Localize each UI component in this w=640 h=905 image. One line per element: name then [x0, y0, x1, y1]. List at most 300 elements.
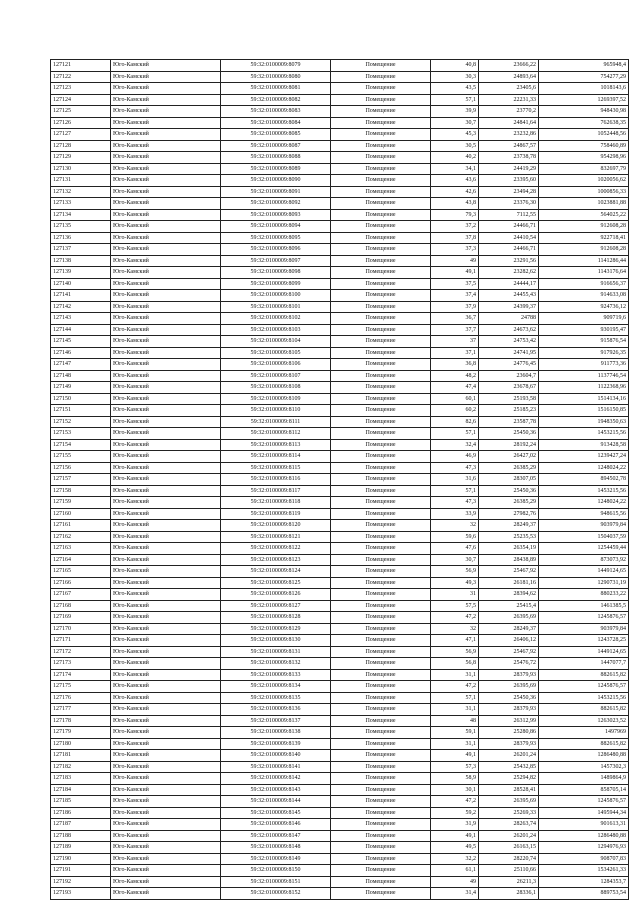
- cadastral-value-cell: 1286480,88: [539, 750, 629, 762]
- unit-value-cell: 24466,71: [479, 244, 539, 256]
- cadastral-value-cell: 564025,22: [539, 209, 629, 221]
- row-number-cell: 127181: [51, 750, 111, 762]
- unit-value-cell: 25467,92: [479, 646, 539, 658]
- district-cell: Юго-Камский: [111, 117, 221, 129]
- cadastral-value-cell: 873073,92: [539, 554, 629, 566]
- district-cell: Юго-Камский: [111, 830, 221, 842]
- area-cell: 37,4: [431, 290, 479, 302]
- table-row: [51, 163, 629, 175]
- table-row: [51, 738, 629, 750]
- unit-value-cell: 25450,36: [479, 485, 539, 497]
- cadastral-number-cell: 59:32:0100009:8092: [221, 198, 331, 210]
- district-cell: Юго-Камский: [111, 784, 221, 796]
- area-cell: 47,2: [431, 681, 479, 693]
- cadastral-value-cell: 1020056,62: [539, 175, 629, 187]
- cadastral-value-cell: 1457302,3: [539, 761, 629, 773]
- cadastral-value-cell: 903979,84: [539, 520, 629, 532]
- table-row: [51, 60, 629, 72]
- district-cell: Юго-Камский: [111, 428, 221, 440]
- unit-value-cell: 24455,43: [479, 290, 539, 302]
- cadastral-value-cell: 1248024,22: [539, 462, 629, 474]
- object-type-cell: Помещение: [331, 290, 431, 302]
- table-row: [51, 290, 629, 302]
- cadastral-number-cell: 59:32:0100009:8113: [221, 439, 331, 451]
- district-cell: Юго-Камский: [111, 612, 221, 624]
- cadastral-number-cell: 59:32:0100009:8081: [221, 83, 331, 95]
- object-type-cell: Помещение: [331, 623, 431, 635]
- table-row: [51, 715, 629, 727]
- table-row: [51, 589, 629, 601]
- area-cell: 47,3: [431, 497, 479, 509]
- area-cell: 49,1: [431, 830, 479, 842]
- object-type-cell: Помещение: [331, 497, 431, 509]
- table-row: [51, 451, 629, 463]
- cadastral-number-cell: 59:32:0100009:8137: [221, 715, 331, 727]
- object-type-cell: Помещение: [331, 60, 431, 72]
- row-number-cell: 127156: [51, 462, 111, 474]
- district-cell: Юго-Камский: [111, 393, 221, 405]
- object-type-cell: Помещение: [331, 750, 431, 762]
- district-cell: Юго-Камский: [111, 658, 221, 670]
- district-cell: Юго-Камский: [111, 727, 221, 739]
- district-cell: Юго-Камский: [111, 175, 221, 187]
- cadastral-value-cell: 832697,79: [539, 163, 629, 175]
- unit-value-cell: 28192,24: [479, 439, 539, 451]
- unit-value-cell: 25269,33: [479, 807, 539, 819]
- area-cell: 47,6: [431, 543, 479, 555]
- area-cell: 37,9: [431, 301, 479, 313]
- object-type-cell: Помещение: [331, 830, 431, 842]
- row-number-cell: 127188: [51, 830, 111, 842]
- cadastral-number-cell: 59:32:0100009:8142: [221, 773, 331, 785]
- cadastral-number-cell: 59:32:0100009:8117: [221, 485, 331, 497]
- area-cell: 30,7: [431, 117, 479, 129]
- unit-value-cell: 28336,1: [479, 888, 539, 900]
- district-cell: Юго-Камский: [111, 761, 221, 773]
- unit-value-cell: 26395,69: [479, 612, 539, 624]
- table-row: [51, 577, 629, 589]
- table-row: [51, 117, 629, 129]
- district-cell: Юго-Камский: [111, 715, 221, 727]
- cadastral-number-cell: 59:32:0100009:8147: [221, 830, 331, 842]
- row-number-cell: 127127: [51, 129, 111, 141]
- row-number-cell: 127121: [51, 60, 111, 72]
- cadastral-number-cell: 59:32:0100009:8127: [221, 600, 331, 612]
- table-row: [51, 865, 629, 877]
- district-cell: Юго-Камский: [111, 278, 221, 290]
- unit-value-cell: 25432,85: [479, 761, 539, 773]
- cadastral-number-cell: 59:32:0100009:8136: [221, 704, 331, 716]
- district-cell: Юго-Камский: [111, 462, 221, 474]
- district-cell: Юго-Камский: [111, 635, 221, 647]
- cadastral-number-cell: 59:32:0100009:8150: [221, 865, 331, 877]
- unit-value-cell: 26201,24: [479, 830, 539, 842]
- district-cell: Юго-Камский: [111, 152, 221, 164]
- unit-value-cell: 26211,3: [479, 876, 539, 888]
- table-row: [51, 669, 629, 681]
- property-registry-table: [50, 59, 629, 900]
- cadastral-number-cell: 59:32:0100009:8103: [221, 324, 331, 336]
- cadastral-number-cell: 59:32:0100009:8100: [221, 290, 331, 302]
- cadastral-value-cell: 889753,54: [539, 888, 629, 900]
- area-cell: 60,1: [431, 393, 479, 405]
- cadastral-number-cell: 59:32:0100009:8120: [221, 520, 331, 532]
- row-number-cell: 127126: [51, 117, 111, 129]
- area-cell: 48,2: [431, 370, 479, 382]
- object-type-cell: Помещение: [331, 681, 431, 693]
- row-number-cell: 127133: [51, 198, 111, 210]
- area-cell: 33,9: [431, 508, 479, 520]
- cadastral-number-cell: 59:32:0100009:8138: [221, 727, 331, 739]
- row-number-cell: 127178: [51, 715, 111, 727]
- area-cell: 43,5: [431, 83, 479, 95]
- cadastral-number-cell: 59:32:0100009:8080: [221, 71, 331, 83]
- area-cell: 32,4: [431, 439, 479, 451]
- cadastral-value-cell: 1248024,22: [539, 497, 629, 509]
- row-number-cell: 127125: [51, 106, 111, 118]
- unit-value-cell: 26427,02: [479, 451, 539, 463]
- row-number-cell: 127144: [51, 324, 111, 336]
- district-cell: Юго-Камский: [111, 140, 221, 152]
- object-type-cell: Помещение: [331, 198, 431, 210]
- table-row: [51, 554, 629, 566]
- unit-value-cell: 26395,69: [479, 681, 539, 693]
- object-type-cell: Помещение: [331, 359, 431, 371]
- cadastral-number-cell: 59:32:0100009:8115: [221, 462, 331, 474]
- unit-value-cell: 26181,16: [479, 577, 539, 589]
- row-number-cell: 127128: [51, 140, 111, 152]
- cadastral-value-cell: 912608,28: [539, 221, 629, 233]
- cadastral-number-cell: 59:32:0100009:8105: [221, 347, 331, 359]
- cadastral-number-cell: 59:32:0100009:8108: [221, 382, 331, 394]
- cadastral-number-cell: 59:32:0100009:8141: [221, 761, 331, 773]
- cadastral-number-cell: 59:32:0100009:8126: [221, 589, 331, 601]
- table-row: [51, 807, 629, 819]
- cadastral-number-cell: 59:32:0100009:8135: [221, 692, 331, 704]
- row-number-cell: 127137: [51, 244, 111, 256]
- object-type-cell: Помещение: [331, 531, 431, 543]
- cadastral-number-cell: 59:32:0100009:8111: [221, 416, 331, 428]
- cadastral-value-cell: 894502,78: [539, 474, 629, 486]
- object-type-cell: Помещение: [331, 612, 431, 624]
- object-type-cell: Помещение: [331, 347, 431, 359]
- object-type-cell: Помещение: [331, 267, 431, 279]
- table-row: [51, 301, 629, 313]
- row-number-cell: 127131: [51, 175, 111, 187]
- table-row: [51, 727, 629, 739]
- district-cell: Юго-Камский: [111, 336, 221, 348]
- table-row: [51, 405, 629, 417]
- cadastral-value-cell: 1290731,19: [539, 577, 629, 589]
- cadastral-number-cell: 59:32:0100009:8088: [221, 152, 331, 164]
- cadastral-value-cell: 1143176,64: [539, 267, 629, 279]
- district-cell: Юго-Камский: [111, 313, 221, 325]
- row-number-cell: 127153: [51, 428, 111, 440]
- cadastral-number-cell: 59:32:0100009:8124: [221, 566, 331, 578]
- object-type-cell: Помещение: [331, 451, 431, 463]
- district-cell: Юго-Камский: [111, 209, 221, 221]
- district-cell: Юго-Камский: [111, 83, 221, 95]
- district-cell: Юго-Камский: [111, 876, 221, 888]
- cadastral-value-cell: 954298,96: [539, 152, 629, 164]
- object-type-cell: Помещение: [331, 784, 431, 796]
- area-cell: 40,2: [431, 152, 479, 164]
- object-type-cell: Помещение: [331, 658, 431, 670]
- unit-value-cell: 24841,64: [479, 117, 539, 129]
- table-row: [51, 186, 629, 198]
- cadastral-number-cell: 59:32:0100009:8145: [221, 807, 331, 819]
- row-number-cell: 127170: [51, 623, 111, 635]
- area-cell: 46,9: [431, 451, 479, 463]
- object-type-cell: Помещение: [331, 865, 431, 877]
- table-row: [51, 830, 629, 842]
- table-body: [51, 60, 629, 900]
- district-cell: Юго-Камский: [111, 106, 221, 118]
- district-cell: Юго-Камский: [111, 865, 221, 877]
- table-row: [51, 623, 629, 635]
- cadastral-value-cell: 1514134,16: [539, 393, 629, 405]
- area-cell: 82,6: [431, 416, 479, 428]
- row-number-cell: 127185: [51, 796, 111, 808]
- object-type-cell: Помещение: [331, 244, 431, 256]
- table-row: [51, 485, 629, 497]
- district-cell: Юго-Камский: [111, 669, 221, 681]
- district-cell: Юго-Камский: [111, 738, 221, 750]
- table-row: [51, 658, 629, 670]
- object-type-cell: Помещение: [331, 336, 431, 348]
- object-type-cell: Помещение: [331, 554, 431, 566]
- object-type-cell: Помещение: [331, 382, 431, 394]
- cadastral-number-cell: 59:32:0100009:8130: [221, 635, 331, 647]
- object-type-cell: Помещение: [331, 129, 431, 141]
- row-number-cell: 127130: [51, 163, 111, 175]
- unit-value-cell: 25294,82: [479, 773, 539, 785]
- cadastral-value-cell: 1497969: [539, 727, 629, 739]
- area-cell: 37,2: [431, 221, 479, 233]
- cadastral-value-cell: 916656,37: [539, 278, 629, 290]
- district-cell: Юго-Камский: [111, 359, 221, 371]
- object-type-cell: Помещение: [331, 462, 431, 474]
- district-cell: Юго-Камский: [111, 267, 221, 279]
- area-cell: 56,9: [431, 566, 479, 578]
- row-number-cell: 127141: [51, 290, 111, 302]
- row-number-cell: 127135: [51, 221, 111, 233]
- district-cell: Юго-Камский: [111, 370, 221, 382]
- area-cell: 37,5: [431, 278, 479, 290]
- object-type-cell: Помещение: [331, 209, 431, 221]
- table-row: [51, 612, 629, 624]
- area-cell: 49,1: [431, 267, 479, 279]
- district-cell: Юго-Камский: [111, 807, 221, 819]
- cadastral-value-cell: 903979,84: [539, 623, 629, 635]
- cadastral-value-cell: 1294976,93: [539, 842, 629, 854]
- row-number-cell: 127184: [51, 784, 111, 796]
- cadastral-number-cell: 59:32:0100009:8114: [221, 451, 331, 463]
- object-type-cell: Помещение: [331, 439, 431, 451]
- district-cell: Юго-Камский: [111, 704, 221, 716]
- row-number-cell: 127167: [51, 589, 111, 601]
- district-cell: Юго-Камский: [111, 255, 221, 267]
- table-row: [51, 313, 629, 325]
- table-row: [51, 71, 629, 83]
- district-cell: Юго-Камский: [111, 508, 221, 520]
- cadastral-number-cell: 59:32:0100009:8082: [221, 94, 331, 106]
- object-type-cell: Помещение: [331, 232, 431, 244]
- district-cell: Юго-Камский: [111, 646, 221, 658]
- table-row: [51, 761, 629, 773]
- area-cell: 47,4: [431, 382, 479, 394]
- district-cell: Юго-Камский: [111, 566, 221, 578]
- cadastral-number-cell: 59:32:0100009:8134: [221, 681, 331, 693]
- table-row: [51, 140, 629, 152]
- object-type-cell: Помещение: [331, 796, 431, 808]
- area-cell: 31,1: [431, 738, 479, 750]
- unit-value-cell: 23604,7: [479, 370, 539, 382]
- district-cell: Юго-Камский: [111, 543, 221, 555]
- object-type-cell: Помещение: [331, 600, 431, 612]
- unit-value-cell: 25450,36: [479, 428, 539, 440]
- area-cell: 37,8: [431, 232, 479, 244]
- row-number-cell: 127165: [51, 566, 111, 578]
- cadastral-value-cell: 948430,98: [539, 106, 629, 118]
- cadastral-value-cell: 1449124,65: [539, 566, 629, 578]
- unit-value-cell: 28249,37: [479, 520, 539, 532]
- row-number-cell: 127169: [51, 612, 111, 624]
- table-row: [51, 198, 629, 210]
- area-cell: 32: [431, 520, 479, 532]
- unit-value-cell: 23587,78: [479, 416, 539, 428]
- area-cell: 57,1: [431, 692, 479, 704]
- cadastral-value-cell: 882615,82: [539, 704, 629, 716]
- table-row: [51, 531, 629, 543]
- area-cell: 47,3: [431, 462, 479, 474]
- row-number-cell: 127154: [51, 439, 111, 451]
- table-row: [51, 83, 629, 95]
- cadastral-value-cell: 1137746,54: [539, 370, 629, 382]
- unit-value-cell: 28528,41: [479, 784, 539, 796]
- object-type-cell: Помещение: [331, 577, 431, 589]
- unit-value-cell: 26312,99: [479, 715, 539, 727]
- district-cell: Юго-Камский: [111, 451, 221, 463]
- area-cell: 48: [431, 715, 479, 727]
- object-type-cell: Помещение: [331, 416, 431, 428]
- unit-value-cell: 28263,74: [479, 819, 539, 831]
- object-type-cell: Помещение: [331, 83, 431, 95]
- unit-value-cell: 24673,62: [479, 324, 539, 336]
- area-cell: 47,2: [431, 612, 479, 624]
- table-row: [51, 221, 629, 233]
- row-number-cell: 127148: [51, 370, 111, 382]
- unit-value-cell: 25185,23: [479, 405, 539, 417]
- cadastral-value-cell: 901613,31: [539, 819, 629, 831]
- unit-value-cell: 28249,37: [479, 623, 539, 635]
- district-cell: Юго-Камский: [111, 750, 221, 762]
- unit-value-cell: 24419,29: [479, 163, 539, 175]
- object-type-cell: Помещение: [331, 842, 431, 854]
- cadastral-number-cell: 59:32:0100009:8091: [221, 186, 331, 198]
- row-number-cell: 127140: [51, 278, 111, 290]
- row-number-cell: 127182: [51, 761, 111, 773]
- row-number-cell: 127175: [51, 681, 111, 693]
- table-row: [51, 175, 629, 187]
- area-cell: 30,1: [431, 784, 479, 796]
- unit-value-cell: 28379,93: [479, 738, 539, 750]
- cadastral-number-cell: 59:32:0100009:8152: [221, 888, 331, 900]
- cadastral-number-cell: 59:32:0100009:8144: [221, 796, 331, 808]
- unit-value-cell: 23376,30: [479, 198, 539, 210]
- unit-value-cell: 22231,33: [479, 94, 539, 106]
- table-row: [51, 819, 629, 831]
- unit-value-cell: 24741,95: [479, 347, 539, 359]
- row-number-cell: 127129: [51, 152, 111, 164]
- cadastral-value-cell: 1447077,7: [539, 658, 629, 670]
- unit-value-cell: 28307,05: [479, 474, 539, 486]
- row-number-cell: 127123: [51, 83, 111, 95]
- district-cell: Юго-Камский: [111, 382, 221, 394]
- cadastral-value-cell: 1052448,56: [539, 129, 629, 141]
- row-number-cell: 127186: [51, 807, 111, 819]
- object-type-cell: Помещение: [331, 485, 431, 497]
- cadastral-value-cell: 754277,29: [539, 71, 629, 83]
- cadastral-value-cell: 882615,82: [539, 669, 629, 681]
- cadastral-value-cell: 922718,41: [539, 232, 629, 244]
- unit-value-cell: 23282,62: [479, 267, 539, 279]
- district-cell: Юго-Камский: [111, 221, 221, 233]
- district-cell: Юго-Камский: [111, 94, 221, 106]
- cadastral-value-cell: 908707,83: [539, 853, 629, 865]
- cadastral-value-cell: 858705,14: [539, 784, 629, 796]
- object-type-cell: Помещение: [331, 819, 431, 831]
- district-cell: Юго-Камский: [111, 681, 221, 693]
- table-row: [51, 681, 629, 693]
- object-type-cell: Помещение: [331, 152, 431, 164]
- table-row: [51, 152, 629, 164]
- cadastral-value-cell: 1245876,57: [539, 796, 629, 808]
- row-number-cell: 127149: [51, 382, 111, 394]
- row-number-cell: 127168: [51, 600, 111, 612]
- cadastral-value-cell: 1453215,56: [539, 428, 629, 440]
- district-cell: Юго-Камский: [111, 888, 221, 900]
- table-row: [51, 853, 629, 865]
- cadastral-number-cell: 59:32:0100009:8079: [221, 60, 331, 72]
- table-row: [51, 232, 629, 244]
- cadastral-value-cell: 1000856,33: [539, 186, 629, 198]
- object-type-cell: Помещение: [331, 566, 431, 578]
- unit-value-cell: 24788: [479, 313, 539, 325]
- area-cell: 37: [431, 336, 479, 348]
- area-cell: 39,9: [431, 106, 479, 118]
- table-row: [51, 439, 629, 451]
- cadastral-number-cell: 59:32:0100009:8149: [221, 853, 331, 865]
- cadastral-number-cell: 59:32:0100009:8106: [221, 359, 331, 371]
- district-cell: Юго-Камский: [111, 796, 221, 808]
- table-row: [51, 129, 629, 141]
- area-cell: 49,5: [431, 842, 479, 854]
- cadastral-value-cell: 1018143,6: [539, 83, 629, 95]
- unit-value-cell: 24466,71: [479, 221, 539, 233]
- unit-value-cell: 23678,67: [479, 382, 539, 394]
- cadastral-number-cell: 59:32:0100009:8095: [221, 232, 331, 244]
- object-type-cell: Помещение: [331, 853, 431, 865]
- district-cell: Юго-Камский: [111, 439, 221, 451]
- cadastral-value-cell: 1243728,25: [539, 635, 629, 647]
- cadastral-value-cell: 880233,22: [539, 589, 629, 601]
- row-number-cell: 127172: [51, 646, 111, 658]
- cadastral-value-cell: 917926,35: [539, 347, 629, 359]
- unit-value-cell: 24399,37: [479, 301, 539, 313]
- area-cell: 31,9: [431, 819, 479, 831]
- cadastral-value-cell: 948615,56: [539, 508, 629, 520]
